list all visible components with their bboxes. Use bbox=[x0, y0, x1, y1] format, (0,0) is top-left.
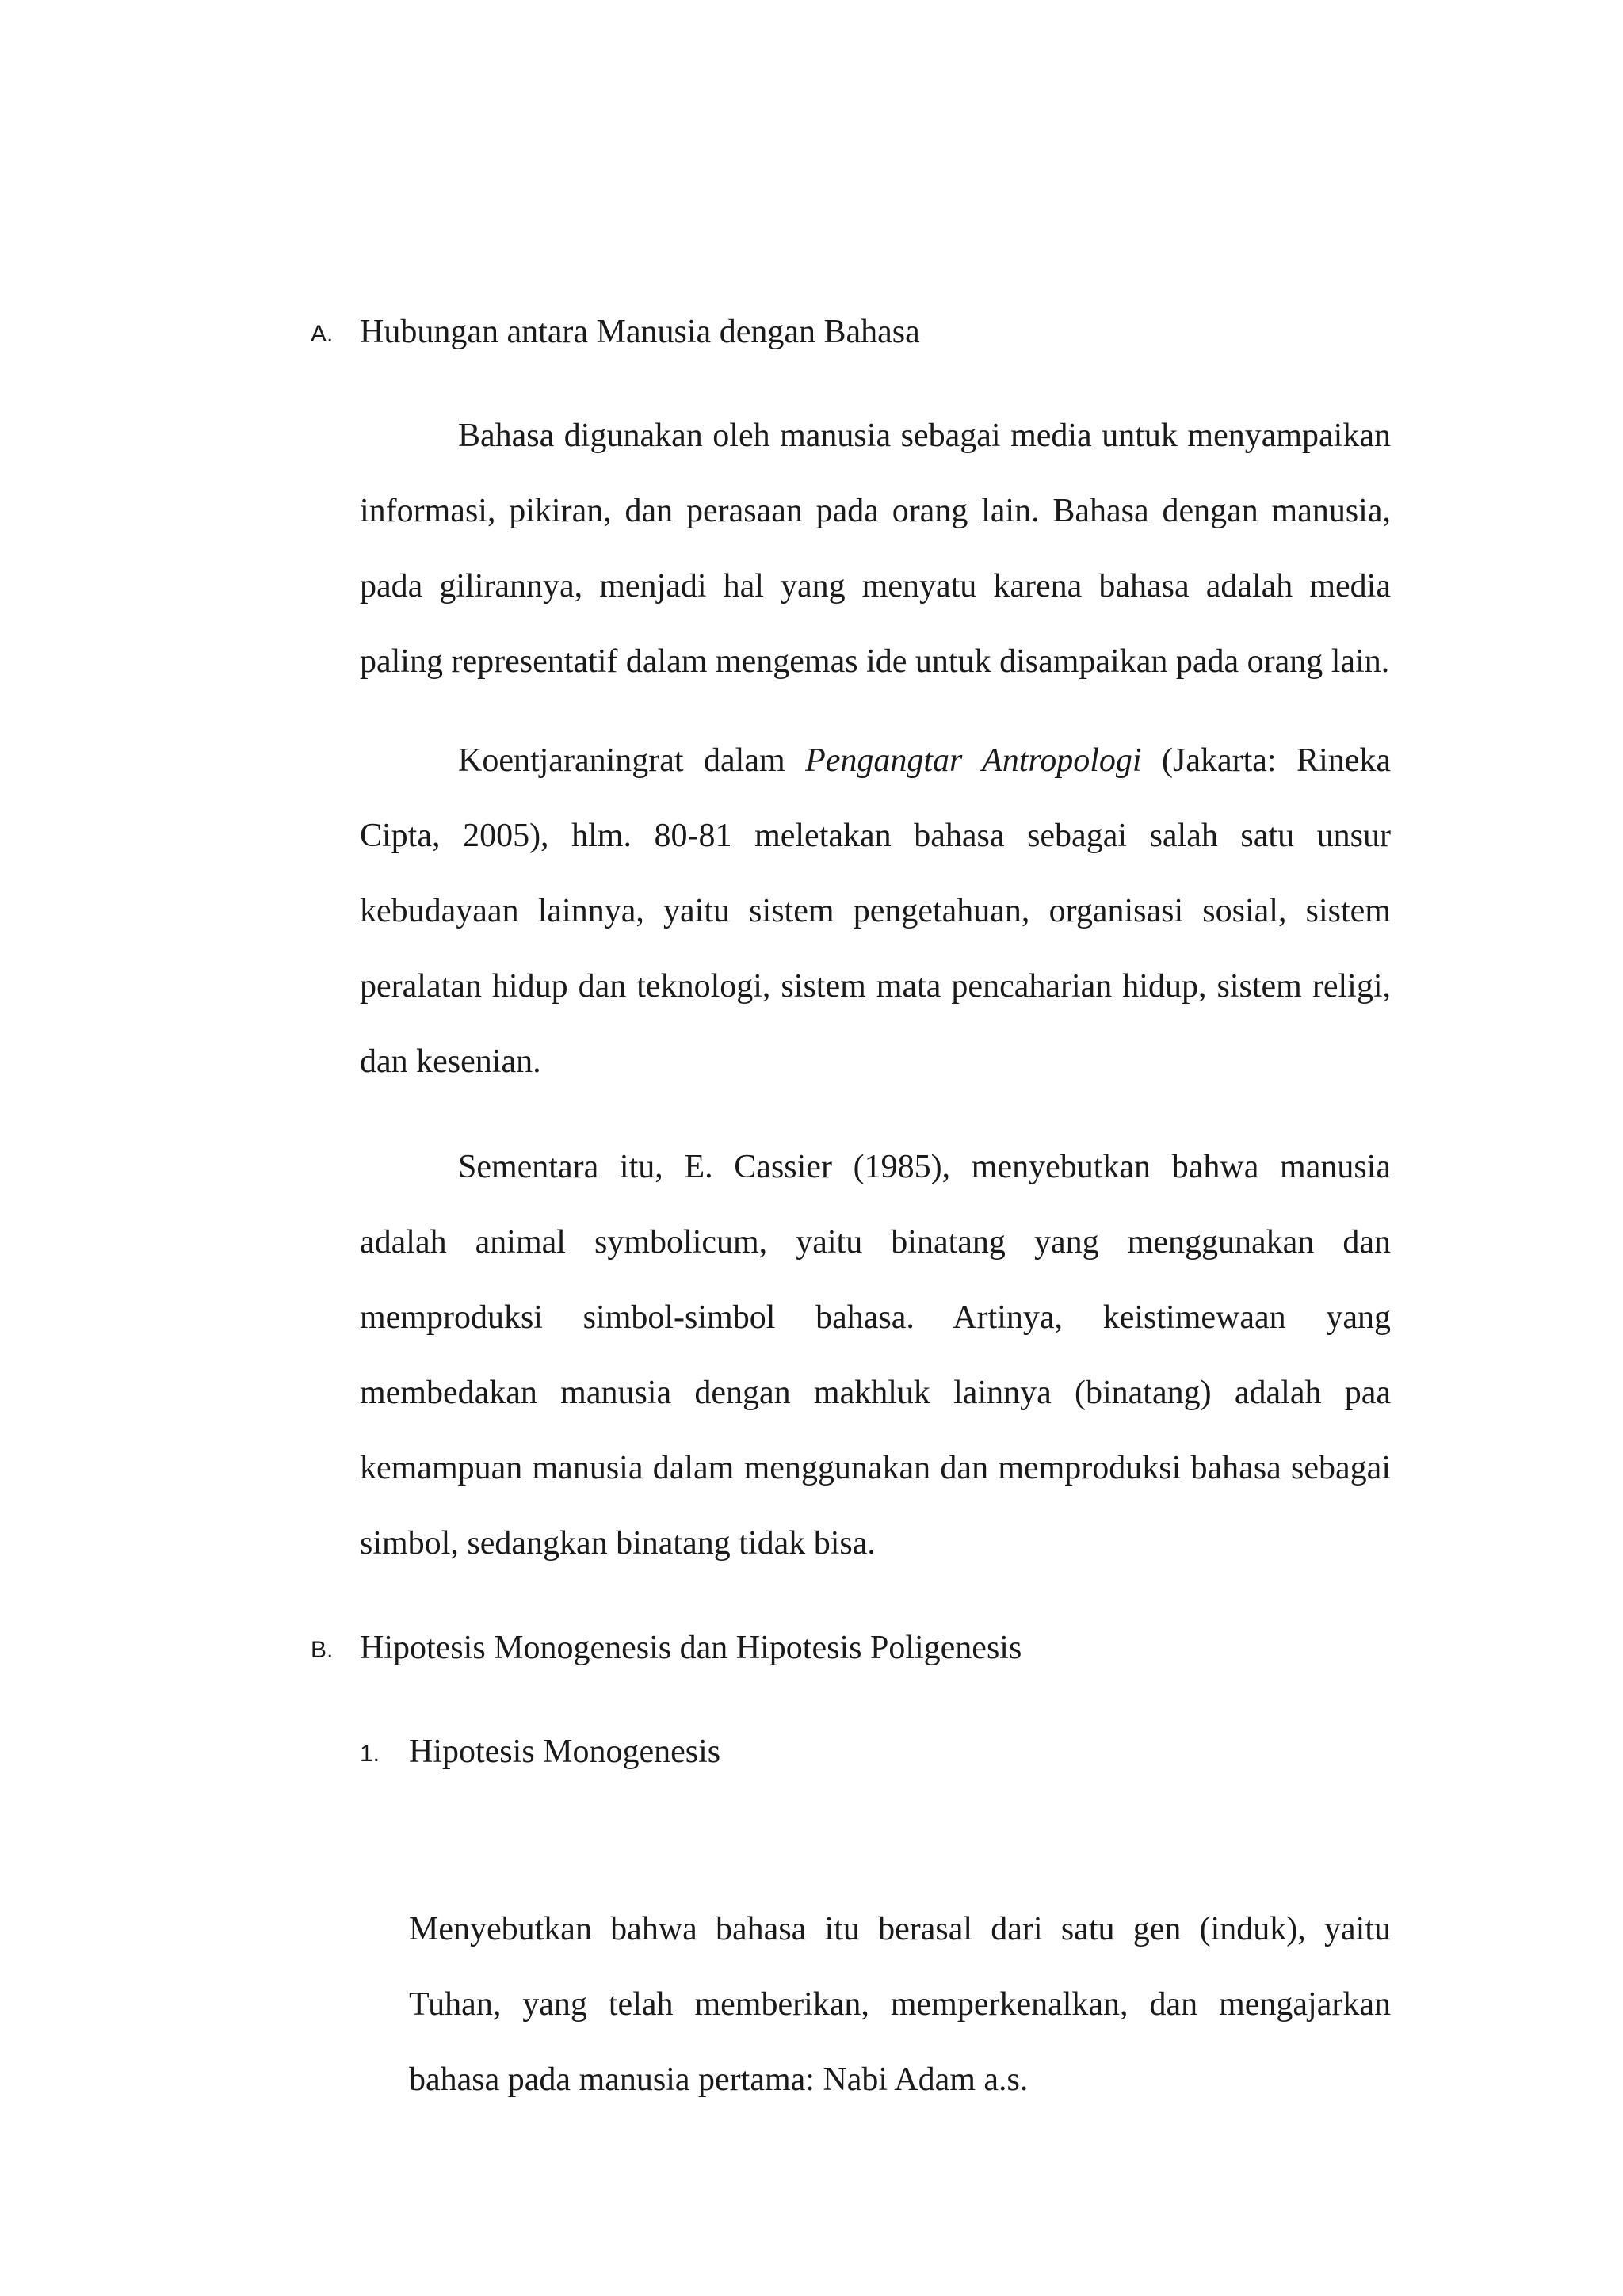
subsection-1-title: Hipotesis Monogenesis bbox=[409, 1733, 721, 1770]
paragraph-text: Sementara itu, E. Cassier (1985), menyebutkan bahwa manusia adalah animal symbolicum, yaitu binatang yang menggunakan dan memproduksi simbol-simbol bahasa. Artinya, keistimewaan yang membedakan manusia dengan makhluk lainnya (binatang) adalah paa kemampuan manusia dalam menggunakan dan memproduksi bahasa sebagai simbol, sedangkan binatang tidak bisa. bbox=[360, 1149, 1391, 1562]
section-b-title: Hipotesis Monogenesis dan Hipotesis Poligenesis bbox=[360, 1630, 1022, 1666]
section-b-marker: B. bbox=[311, 1637, 334, 1663]
section-a-title: Hubungan antara Manusia dengan Bahasa bbox=[360, 314, 920, 350]
paragraph-text-before: Koentjaraningrat dalam bbox=[458, 742, 806, 779]
subsection-1-paragraph bbox=[409, 1817, 1391, 2118]
section-a-paragraph-3 bbox=[360, 1130, 1391, 1581]
book-title: Pengangtar Antropologi bbox=[805, 742, 1142, 779]
section-a-paragraph-2 bbox=[360, 723, 1391, 1100]
section-a-marker: A. bbox=[311, 321, 334, 347]
section-a-paragraph-1 bbox=[360, 399, 1391, 700]
paragraph-text-after: (Jakarta: Rineka Cipta, 2005), hlm. 80-81 meletakan bahasa sebagai salah satu unsur kebudayaan lainnya, yaitu sistem pengetahuan, organisasi sosial, sistem peralatan hidup dan teknologi, sistem mata pencaharian hidup, sistem religi, dan kesenian. bbox=[360, 742, 1392, 1080]
paragraph-text: Bahasa digunakan oleh manusia sebagai media untuk menyampaikan informasi, pikiran, dan perasaan pada orang lain. Bahasa dengan manusia, pada gilirannya, menjadi hal yang menyatu karena bahasa adalah media paling representatif dalam mengemas ide untuk disampaikan pada orang lain. bbox=[360, 418, 1391, 680]
subsection-1-marker: 1. bbox=[360, 1741, 380, 1767]
paragraph-text: Menyebutkan bahwa bahasa itu berasal dari satu gen (induk), yaitu Tuhan, yang telah memberikan, memperkenalkan, dan mengajarkan bahasa pada manusia pertama: Nabi Adam a.s. bbox=[409, 1911, 1391, 2098]
